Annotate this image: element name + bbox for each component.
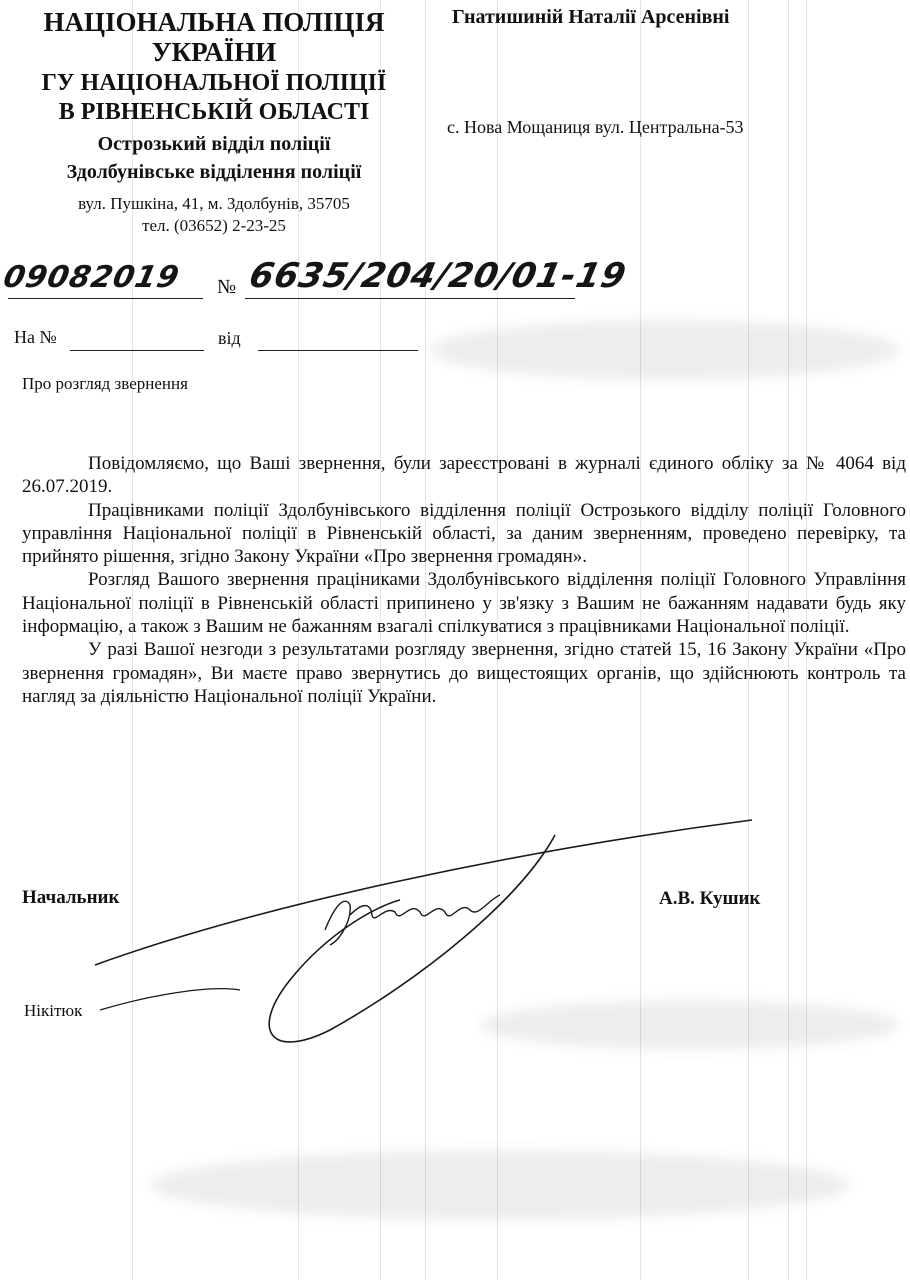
date-underline bbox=[8, 298, 203, 299]
body-paragraph: У разі Вашої незгоди з результатами розгляду звернення, згідно статей 15, 16 Закону України «Про звернення громадян», Ви маєте право звернутись до вищестоящих органів, що здійснюють контроль та нагляд за діяльністю Національної поліції України. bbox=[22, 639, 906, 707]
scan-smudge bbox=[150, 1150, 850, 1220]
org-name-line2: УКРАЇНИ bbox=[151, 37, 277, 67]
body-paragraph: Повідомляємо, що Ваші звернення, були зареєстровані в журналі єдиного обліку за № 4064 від 26.07.2019. bbox=[22, 453, 906, 498]
from-date-label: від bbox=[218, 328, 241, 348]
org-subdivision: Здолбунівське відділення поліції bbox=[66, 161, 362, 183]
org-phone: тел. (03652) 2-23-25 bbox=[142, 216, 286, 235]
org-name-line1: НАЦІОНАЛЬНА ПОЛІЦІЯ bbox=[43, 7, 385, 37]
signature-stroke bbox=[100, 989, 240, 1010]
signature-stroke bbox=[95, 820, 752, 965]
scan-smudge bbox=[480, 1000, 900, 1050]
org-name-line4: В РІВНЕНСЬКІЙ ОБЛАСТІ bbox=[58, 99, 370, 125]
org-department: Острозький відділ поліції bbox=[97, 133, 331, 155]
body-paragraph: Працівниками поліції Здолбунівського відділення поліції Острозького відділу поліції Головного управління Національної поліції в Рівненській області, за даним зверненням, проведено перевірку, та прийнято рішення, згідно Закону України «Про звернення громадян». bbox=[22, 499, 906, 568]
scan-smudge bbox=[430, 320, 900, 380]
executor-name: Нікітюк bbox=[24, 1001, 83, 1020]
registration-date: 09082019 bbox=[0, 260, 183, 295]
org-name-line3: ГУ НАЦІОНАЛЬНОЇ ПОЛІЦІЇ bbox=[41, 70, 387, 96]
body-paragraph: Розгляд Вашого звернення праціниками Здолбунівського відділення поліції Головного Управління Національної поліції в Рівненській області припинено у зв'язку з Вашим не бажанням надавати будь яку інформацію, а також з Вашим не бажанням взагалі спілкуватися з працівниками Національної поліції. bbox=[22, 569, 906, 638]
letterhead bbox=[14, 6, 414, 236]
from-date-line bbox=[258, 350, 418, 351]
registration-number: 6635/204/20/01-19 bbox=[245, 256, 631, 296]
signatory-name: А.В. Кушик bbox=[659, 888, 761, 909]
number-underline bbox=[245, 298, 575, 299]
reply-to-label: На № bbox=[14, 327, 57, 347]
subject-line: Про розгляд звернення bbox=[22, 374, 188, 393]
letter-body bbox=[22, 452, 906, 708]
reply-number-line bbox=[70, 350, 204, 351]
number-sign: № bbox=[217, 276, 237, 298]
org-address: вул. Пушкіна, 41, м. Здолбунів, 35705 bbox=[78, 194, 350, 213]
signatory-position: Начальник bbox=[22, 887, 120, 908]
recipient-name: Гнатишиній Наталії Арсенівні bbox=[452, 6, 730, 28]
signature-stroke bbox=[325, 895, 500, 945]
recipient-address: с. Нова Мощаниця вул. Центральна-53 bbox=[447, 117, 744, 137]
